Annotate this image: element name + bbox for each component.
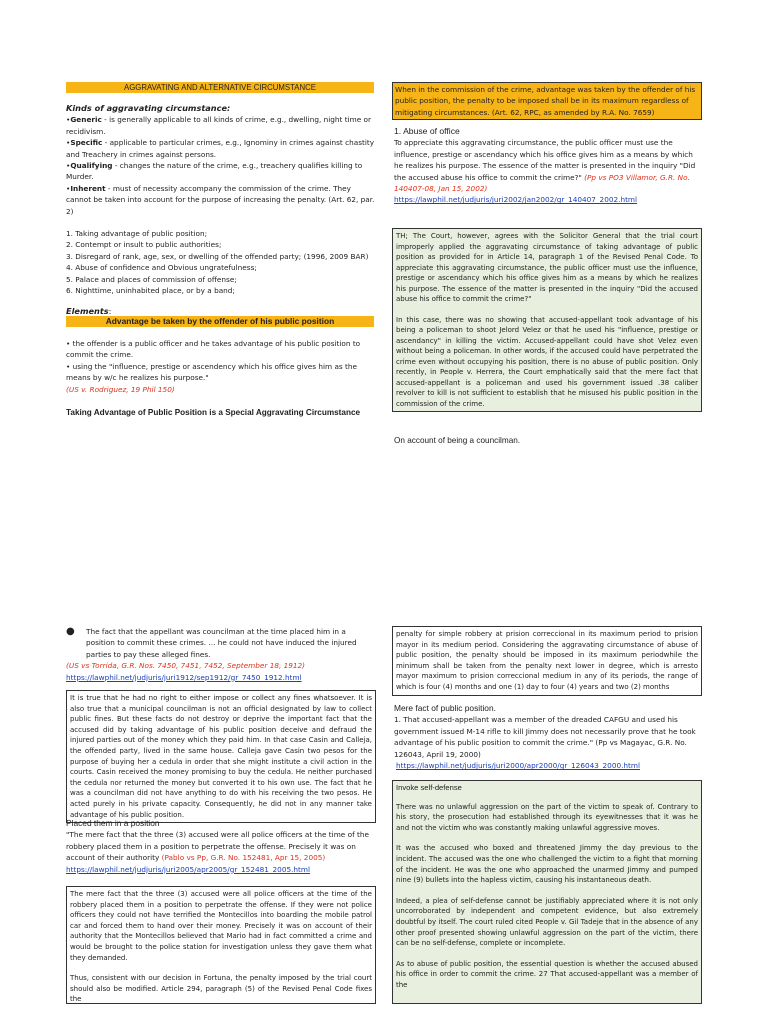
title-banner: AGGRAVATING AND ALTERNATIVE CIRCUMSTANCE: [66, 82, 374, 93]
placed-heading: Placed them in a position: [66, 818, 160, 828]
placed-section: [66, 818, 376, 875]
abuse-section: [394, 126, 702, 206]
list-item: 4. Abuse of confidence and Obvious ungratefulness;: [66, 263, 257, 273]
mere-heading: Mere fact of public position.: [394, 703, 496, 713]
elements-text: [66, 338, 376, 418]
elements-heading: Elements:: [66, 305, 112, 316]
citation: (US v. Rodriguez, 19 Phil 150): [66, 384, 175, 394]
list-item: 5. Palace and places of commission of offense;: [66, 274, 237, 284]
special-heading: Taking Advantage of Public Position is a Special Aggravating Circumstance: [66, 408, 361, 418]
self-defense-box: [392, 780, 702, 1004]
case-paragraph: In this case, there was no showing that accused-appellant took advantage of his being a policeman to shoot Jelord Velez or that he used his "influence, prestige or ascendancy" in killing the victim. Accused-appellant could have shot Velez even without being a policeman. In other words, if the accused could have perpetrated the crime even without occupying his position, there is no abuse of public position. Only recently, in People v. Herrera, the Court emphatically said that the mere fact that accused-appellant is a policeman and used his government issued .38 caliber revolver to kill is not sufficient to establish that he misused his public position in the commission of the crime.: [396, 315, 698, 408]
case-paragraph: Thus, consistent with our decision in Fortuna, the penalty imposed by the trial court should also be modified. Article 294, paragraph (5) of the Revised Penal Code fixes the: [70, 974, 372, 1004]
case-box-villamor: [392, 228, 702, 412]
kind-qualifying: •Qualifying - changes the nature of the crime, e.g., treachery qualifies killing to Murder.: [66, 161, 363, 182]
mere-fact-section: [394, 703, 702, 771]
elements-banner: Advantage be taken by the offender of his public position: [66, 316, 374, 327]
kinds-heading: Kinds of aggravating circumstance:: [66, 103, 231, 113]
councilman-heading: On account of being a councilman.: [394, 436, 521, 445]
kind-generic: •Generic - is generally applicable to all kinds of crime, e.g., dwelling, night time or recidivism.: [66, 115, 371, 136]
councilman-bullet: ● The fact that the appellant was councilman at the time placed him in a position to commit these crimes. ... he could not have induced the injured parties to pay these alleged fines. (US vs Torrida, G.R. Nos. 7450, 7451, 7452, September 18, 1912) https://lawphil.net/judjuris/juri1912/sep1912/gr_7450_1912.html: [66, 626, 376, 683]
case-box-pablo: [66, 886, 376, 1004]
case-box-penalty: [392, 626, 702, 696]
case-paragraph: There was no unlawful aggression on the part of the victim to speak of. Contrary to his story, the prosecution had established through its eyewitnesses that it was he and not the victim who was constantly making unlawful aggressive moves.: [396, 802, 698, 832]
case-box-torrida: [66, 690, 376, 823]
torrida-citation: (US vs Torrida, G.R. Nos. 7450, 7451, 7452, September 18, 1912): [66, 661, 306, 671]
case-paragraph: TH; The Court, however, agrees with the Solicitor General that the trial court improperly applied the aggravating circumstance of taking advantage of public position as provided for in Article 14, paragraph 1 of the Revised Penal Code. To appreciate this aggravating circumstance, the public officer must use the influence, prestige or ascendancy which his office gives him as a means by which he realizes his purpose. The essence of the matter is presented in the inquiry "Did the accused abuse his office to commit the crime?": [396, 232, 698, 303]
list-item: 6. Nighttime, uninhabited place, or by a band;: [66, 286, 235, 296]
element-bullet: • using the "influence, prestige or ascendency which his office gives him as the means by w/c he realizes his purpose.": [66, 361, 358, 383]
kind-specific: •Specific - applicable to particular crimes, e.g., Ignominy in crimes against chastity and Treachery in crimes against persons.: [66, 138, 375, 159]
case-paragraph: Indeed, a plea of self-defense cannot be justifiably appreciated where it is not only uncorroborated by independent and competent evidence, but also extremely doubtful by itself. The court ruled cited People v. Gil Tadeje that in the absence of any other proof presented showing unlawful aggression on the part of the victim, there can be no self-defense, complete or incomplete.: [396, 896, 698, 948]
self-defense-heading: Invoke self-defense: [396, 783, 462, 792]
pablo-link[interactable]: https://lawphil.net/judjuris/juri2005/apr2005/gr_152481_2005.html: [66, 864, 311, 874]
left-top-section: [66, 103, 376, 317]
mere-text: 1. That accused-appellant was a member of the dreaded CAFGU and used his government issued M-14 rifle to kill Jimmy does not necessarily prove that he took advantage of his public position to commit the crime." (Pp vs Magayac, G.R. No. 126043, April 19, 2000): [394, 715, 696, 759]
torrida-link[interactable]: https://lawphil.net/judjuris/juri1912/sep1912/gr_7450_1912.html: [66, 672, 302, 682]
case-paragraph: As to abuse of public position, the essential question is whether the accused abused his office in order to commit the crime. 27 That accused-appellant was a member of the: [396, 959, 698, 989]
abuse-heading: 1. Abuse of office: [394, 126, 460, 136]
case-paragraph: It was the accused who boxed and threatened Jimmy the day previous to the incident. The accused was the one who challenged the victim to a fight that morning of the incident. He was the one who approached the unarmed Jimmy and pumped nine (9) bullets into the hapless victim, causing his instantaneous death.: [396, 844, 698, 885]
element-bullet: • the offender is a public officer and he takes advantage of his public position to commit the crime.: [66, 339, 361, 360]
kind-inherent: •Inherent - must of necessity accompany the commission of the crime. They cannot be taken into account for the purpose of increasing the penalty. (Art. 62, par. 2): [66, 183, 375, 216]
list-item: 2. Contempt or insult to public authorities;: [66, 240, 222, 250]
placed-text: "The mere fact that the three (3) accused were all police officers at the time of the robbery placed them in a position to perpetrate the offense. Precisely it was on account of their authority (Pablo vs Pp, G.R. No. 152481, Apr 15, 2005): [66, 830, 369, 863]
magayac-link[interactable]: https://lawphil.net/judjuris/juri2000/apr2000/gr_126043_2000.html: [396, 761, 641, 771]
list-item: 1. Taking advantage of public position;: [66, 229, 208, 239]
abuse-link[interactable]: https://lawphil.net/judjuris/juri2002/jan2002/gr_140407_2002.html: [394, 195, 638, 205]
abuse-text: To appreciate this aggravating circumstance, the public officer must use the influence, prestige or ascendancy which his office gives him as a means by which he realizes his purpose. The essence of the matter is presented in the inquiry "Did the accused abuse his office to commit the crime?" (Pp vs PO3 Villamor, G.R. No. 140407-08, Jan 15, 2002): [394, 138, 696, 194]
case-paragraph: The mere fact that the three (3) accused were all police officers at the time of the robbery placed them in a position to perpetrate the offense. If they were not police officers they could not have terrified the Montecillos into boarding the mobile patrol car and forced them to hand over their money. Precisely it was on account of their authority that the Montecillos believed that Mario had in fact committed a crime and would be brought to the police station for investigation unless they gave them what they demanded.: [70, 890, 372, 962]
yellow-rule-box: When in the commission of the crime, advantage was taken by the offender of his public position, the penalty to be imposed shall be in its maximum regardless of mitigating circumstances. (Art. 62, RPC, as amended by R.A. No. 7659): [392, 82, 702, 120]
list-item: 3. Disregard of rank, age, sex, or dwelling of the offended party; (1996, 2009 BAR): [66, 251, 369, 261]
bullet-text: The fact that the appellant was councilman at the time placed him in a position to commit these crimes. ... he could not have induced the injured parties to pay these alleged fines.: [86, 627, 357, 659]
case-paragraph: It is true that he had no right to either impose or collect any fines whatsoever. It is also true that a municipal councilman is not an official designated by law to collect public fines. But these facts do not destroy or deprive the important fact that the accused did by taking advantage of his public position deceive and defraud the injured parties out of the money which they paid him. In that case Casin and Calleja, the offended party, lived in the same house. Calleja gave Casin two pesos for the purpose of buying her a cedula in order that she might institute a civil action in the courts. Casin received the money promising to buy the cedula. He neither purchased the cedula nor returned the money but converted it to his own use. The fact that he was a councilman did not have anything to do with his receiving the two pesos. He acted purely in his private capacity. Consequently, he did not in any manner take advantage of his public position.: [70, 694, 372, 819]
case-paragraph: penalty for simple robbery at prision correccional in its maximum period to prision mayor in its medium period. Considering the aggravating circumstance of abuse of public position, the penalty should be imposed in its maximum periodwhile the minimum shall be taken from the penalty next lower in degree, which is arresto mayor maximum to prision correccional medium in any of its periods, the range of which is four (4) months and one (1) day to four (4) years and two (2) months: [396, 630, 698, 691]
